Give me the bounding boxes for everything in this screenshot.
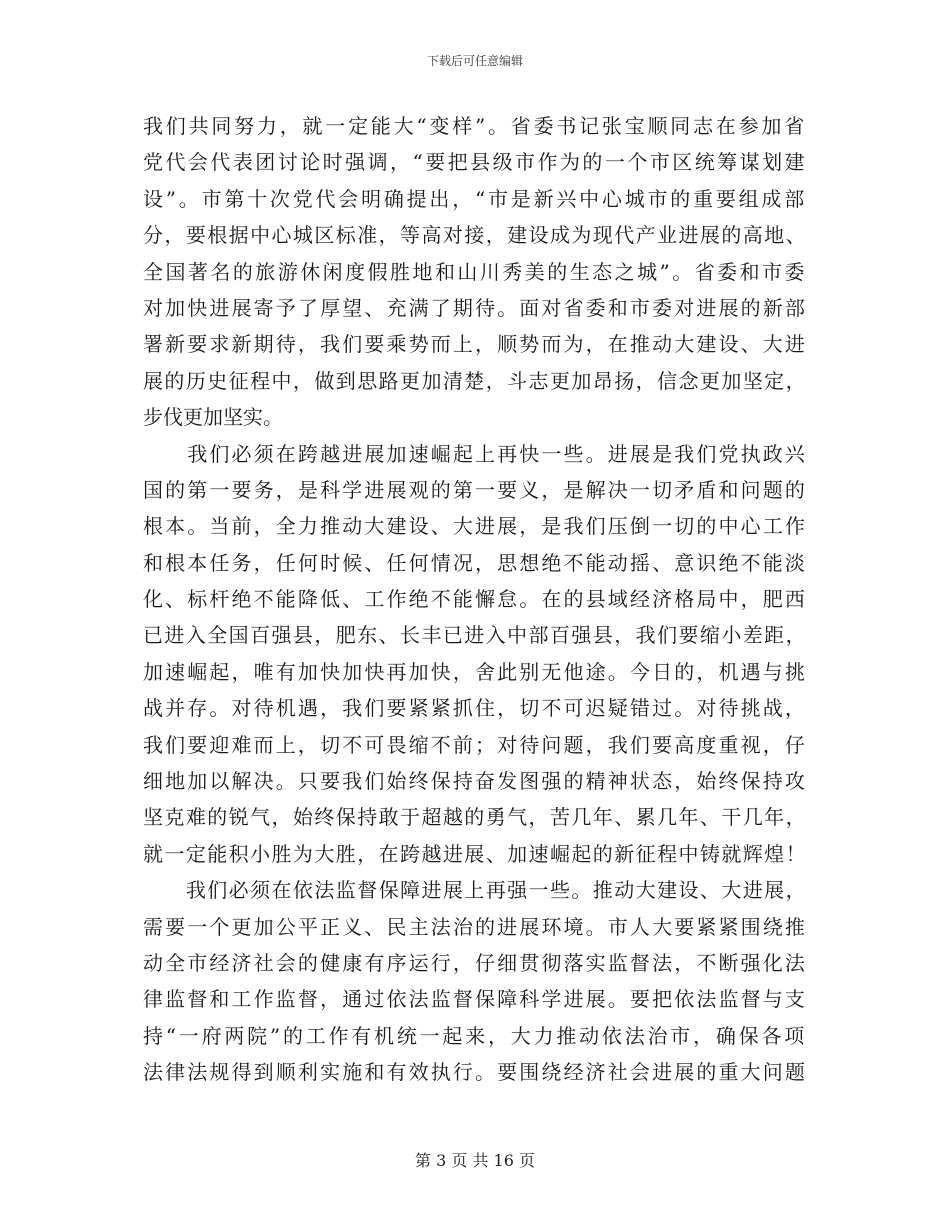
text-line: 战并存。对待机遇，我们要紧紧抓住，切不可迟疑错过。对待挑战， (143, 696, 807, 721)
text-line: 已进入全国百强县，肥东、长丰已进入中部百强县，我们要缩小差距， (143, 623, 807, 648)
text-line: 加速崛起，唯有加快加快再加快，舍此别无他途。今日的，机遇与挑 (143, 659, 807, 684)
text-line: 和根本任务，任何时候、任何情况，思想绝不能动摇、意识绝不能淡 (143, 550, 807, 575)
text-line: 律监督和工作监督，通过依法监督保障科学进展。要把依法监督与支 (143, 987, 807, 1012)
text-line: 根本。当前，全力推动大建设、大进展，是我们压倒一切的中心工作 (143, 514, 807, 539)
text-line: 我们必须在依法监督保障进展上再强一些。推动大建设、大进展， (143, 878, 807, 903)
text-line: 持“一府两院”的工作有机统一起来，大力推动依法治市，确保各项 (143, 1023, 807, 1048)
text-line: 党代会代表团讨论时强调，“要把县级市作为的一个市区统筹谋划建 (143, 150, 807, 175)
text-line: 就一定能积小胜为大胜，在跨越进展、加速崛起的新征程中铸就辉煌！ (143, 841, 807, 866)
text-line: 分，要根据中心城区标准，等高对接，建设成为现代产业进展的高地、 (143, 223, 807, 248)
text-line: 我们共同努力，就一定能大“变样”。省委书记张宝顺同志在参加省 (143, 114, 807, 138)
text-line: 坚克难的锐气，始终保持敢于超越的勇气，苦几年、累几年、干几年， (143, 805, 807, 830)
text-line: 署新要求新期待，我们要乘势而上，顺势而为，在推动大建设、大进 (143, 332, 807, 357)
text-line: 我们必须在跨越进展加速崛起上再快一些。进展是我们党执政兴 (143, 441, 807, 466)
page-header-note: 下载后可任意编辑 (426, 54, 523, 68)
text-line: 展的历史征程中，做到思路更加清楚，斗志更加昂扬，信念更加坚定， (143, 368, 807, 393)
text-line: 细地加以解决。只要我们始终保持奋发图强的精神状态，始终保持攻 (143, 769, 807, 794)
text-line: 步伐更加坚实。 (143, 405, 283, 430)
text-line: 动全市经济社会的健康有序运行，仔细贯彻落实监督法，不断强化法 (143, 950, 807, 975)
text-line: 设”。市第十次党代会明确提出，“市是新兴中心城市的重要组成部 (143, 186, 807, 211)
body-text (143, 108, 807, 1091)
text-line: 国的第一要务，是科学进展观的第一要义，是解决一切矛盾和问题的 (143, 477, 807, 502)
text-line: 对加快进展寄予了厚望、充满了期待。面对省委和市委对进展的新部 (143, 295, 807, 320)
text-line: 我们要迎难而上，切不可畏缩不前；对待问题，我们要高度重视，仔 (143, 732, 807, 757)
text-line: 需要一个更加公平正义、民主法治的进展环境。市人大要紧紧围绕推 (143, 914, 807, 939)
text-line: 法律法规得到顺利实施和有效执行。要围绕经济社会进展的重大问题 (143, 1060, 807, 1085)
text-line: 化、标杆绝不能降低、工作绝不能懈怠。在的县域经济格局中，肥西 (143, 587, 807, 612)
page-number-footer: 第 3 页 共 16 页 (415, 1151, 535, 1170)
text-line: 全国著名的旅游休闲度假胜地和山川秀美的生态之城”。省委和市委 (143, 259, 807, 284)
